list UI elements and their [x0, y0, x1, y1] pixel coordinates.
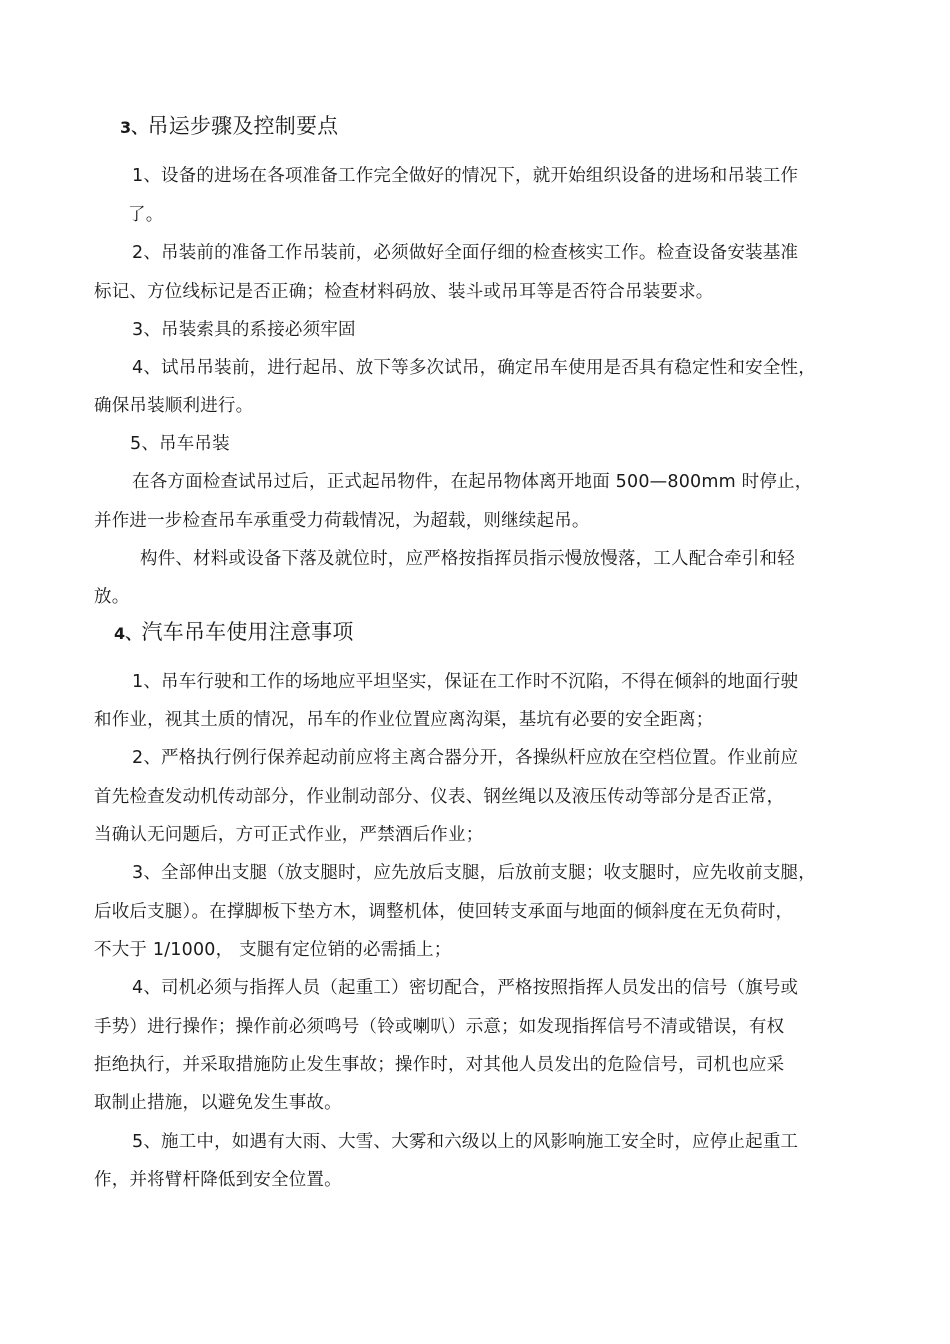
section-3-number: 3、	[120, 118, 148, 137]
section-4-line: 不大于 1/1000， 支腿有定位销的必需插上；	[94, 940, 452, 960]
section-4-line: 拒绝执行，并采取措施防止发生事故；操作时，对其他人员发出的危险信号，司机也应采	[94, 1055, 785, 1075]
section-4-line: 4、司机必须与指挥人员（起重工）密切配合，严格按照指挥人员发出的信号（旗号或	[132, 978, 799, 998]
section-4-line: 当确认无问题后，方可正式作业，严禁酒后作业；	[94, 825, 484, 845]
section-4-line: 5、施工中，如遇有大雨、大雪、大雾和六级以上的风影响施工安全时，应停止起重工	[132, 1132, 799, 1152]
section-3-line: 了。	[128, 205, 164, 225]
section-4-line: 后收后支腿）。在撑脚板下垫方木，调整机体，使回转支承面与地面的倾斜度在无负荷时，	[94, 902, 794, 922]
section-3-line: 在各方面检查试吊过后，正式起吊物件，在起吊物体离开地面 500—800mm 时停止，	[132, 472, 813, 492]
section-3-line: 5、吊车吊装	[130, 434, 230, 454]
section-4-line: 1、吊车行驶和工作的场地应平坦坚实，保证在工作时不沉陷，不得在倾斜的地面行驶	[132, 672, 799, 692]
section-3-line: 2、吊装前的准备工作吊装前，必须做好全面仔细的检查核实工作。检查设备安装基准	[132, 243, 799, 263]
section-3-line: 确保吊装顺利进行。	[94, 396, 254, 416]
section-4-line: 和作业，视其土质的情况，吊车的作业位置应离沟渠，基坑有必要的安全距离；	[94, 710, 714, 730]
section-3-line: 并作进一步检查吊车承重受力荷载情况，为超载，则继续起吊。	[94, 511, 590, 531]
section-4-line: 首先检查发动机传动部分，作业制动部分、仪表、钢丝绳以及液压传动等部分是否正常，	[94, 787, 785, 807]
section-3-line: 标记、方位线标记是否正确；检查材料码放、装斗或吊耳等是否符合吊装要求。	[94, 282, 714, 302]
section-4-line: 3、全部伸出支腿（放支腿时，应先放后支腿，后放前支腿；收支腿时，应先收前支腿，	[132, 863, 816, 883]
section-4-line: 取制止措施，以避免发生事故。	[94, 1093, 342, 1113]
section-3-line: 1、设备的进场在各项准备工作完全做好的情况下，就开始组织设备的进场和吊装工作	[132, 166, 799, 186]
section-3-line: 构件、材料或设备下落及就位时，应严格按指挥员指示慢放慢落，工人配合牵引和轻	[140, 549, 795, 569]
section-4-heading	[114, 618, 904, 648]
section-3-line: 4、试吊吊装前，进行起吊、放下等多次试吊，确定吊车使用是否具有稳定性和安全性，	[132, 358, 816, 378]
section-4-title: 汽车吊车使用注意事项	[141, 620, 354, 644]
section-4-line: 2、严格执行例行保养起动前应将主离合器分开，各操纵杆应放在空档位置。作业前应	[132, 748, 799, 768]
section-4-number: 4、	[114, 624, 142, 643]
section-4-line: 手势）进行操作；操作前必须鸣号（铃或喇叭）示意；如发现指挥信号不清或错误，有权	[94, 1017, 785, 1037]
section-3-line: 放。	[94, 587, 130, 607]
section-3-line: 3、吊装索具的系接必须牢固	[132, 320, 356, 340]
section-3-title: 吊运步骤及控制要点	[147, 114, 339, 138]
section-4-line: 作，并将臂杆降低到安全位置。	[94, 1170, 342, 1190]
section-3-heading	[120, 112, 910, 142]
